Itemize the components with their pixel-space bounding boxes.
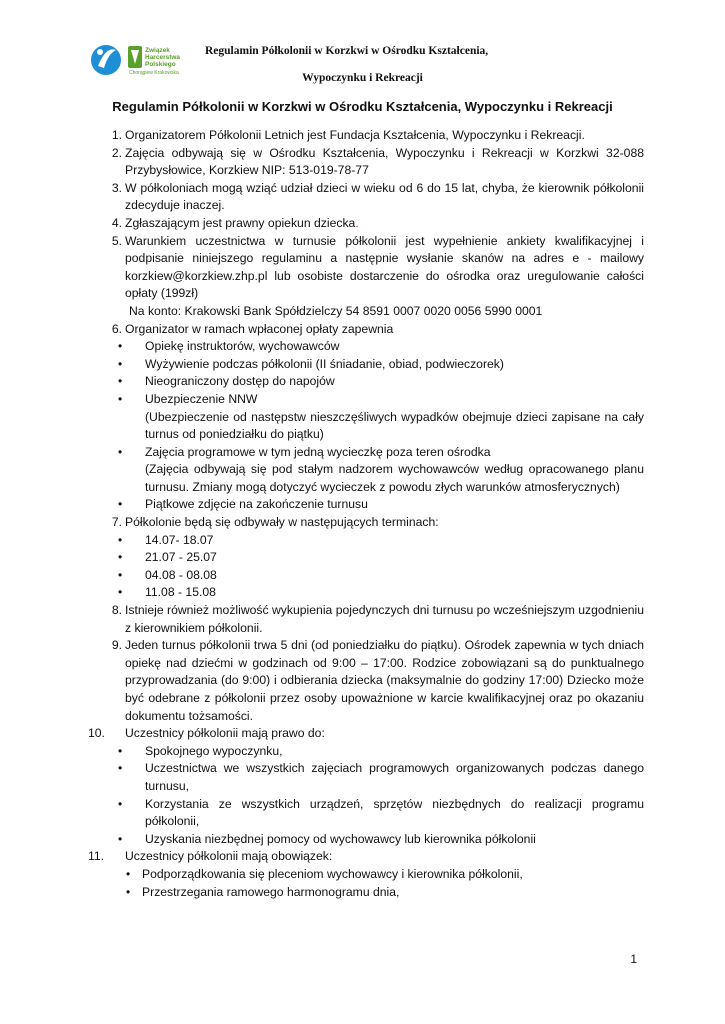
bullet-text: • Ubezpieczenie NNW [145, 391, 258, 406]
page-number: 1 [630, 952, 637, 966]
foundation-logo [91, 45, 121, 75]
item-number: 11. [88, 849, 105, 864]
bullet-item: • Uzyskania niezbędnej pomocy od wychowawcy lub kierownika półkolonii [96, 831, 644, 849]
header-subtitle: Wypoczynku i Rekreacji [302, 72, 423, 84]
item-number: 5. [111, 233, 122, 248]
duties-list [96, 866, 644, 901]
bullet-item: • Wyżywienie podczas półkolonii (II śniadanie, obiad, podwieczorek) [96, 356, 644, 374]
item-number: 6. [111, 321, 122, 336]
bullet-item: • Korzystania ze wszystkich urządzeń, sprzętów niezbędnych do realizacji programu półkolonii, [96, 796, 644, 831]
item-number: 7. [111, 515, 122, 530]
item-text: Uczestnicy półkolonii mają obowiązek: [125, 849, 333, 864]
list-item [88, 725, 644, 743]
list-item [96, 233, 644, 303]
item-number: 9. [111, 638, 122, 653]
term-date: • 04.08 - 08.08 [96, 567, 644, 585]
header-title: Regulamin Półkolonii w Korzkwi w Ośrodku Kształcenia, [205, 45, 489, 57]
item-number: 4. [111, 215, 122, 230]
item-number: 8. [111, 603, 122, 618]
rights-list [96, 743, 644, 849]
bullet-list [96, 338, 644, 514]
term-date: • 14.07- 18.07 [96, 532, 644, 550]
bullet-item: • Opiekę instruktorów, wychowawców [96, 338, 644, 356]
list-item [96, 602, 644, 637]
item-number: 10. [88, 726, 105, 741]
logo-text-3: Polskiego [145, 61, 176, 68]
item-number: 3. [111, 180, 122, 195]
list-item [96, 215, 644, 233]
item-text: Organizatorem Półkolonii Letnich jest Fundacja Kształcenia, Wypoczynku i Rekreacji. [125, 128, 585, 142]
list-item [96, 180, 644, 215]
item-number: 2. [111, 145, 122, 160]
bullet-note: (Ubezpieczenie od następstw nieszczęśliwych wypadków obejmuje dzieci zapisane na cały turnus od poniedziałku do piątku) [145, 409, 644, 442]
term-date: • 21.07 - 25.07 [96, 549, 644, 567]
document-title: Regulamin Półkolonii w Korzkwi w Ośrodku Kształcenia, Wypoczynku i Rekreacji [112, 99, 613, 114]
item-number: 1. [111, 128, 122, 142]
item-text: W półkoloniach mogą wziąć udział dzieci w wieku od 6 do 15 lat, chyba, że kierownik półkolonii zdecyduje inaczej. [125, 180, 644, 213]
list-item [96, 145, 644, 180]
bullet-item [96, 444, 644, 497]
list-item [96, 637, 644, 725]
bullet-item: • Spokojnego wypoczynku, [96, 743, 644, 761]
item-text: Jeden turnus półkolonii trwa 5 dni (od poniedziałku do piątku). Ośrodek zapewnia w tych dniach opiekę nad dziećmi w godzinach od 9:00 – 17:00. Rodzice zobowiązani są do punktualnego przyprowadzania (do 9:00) i odbierania dziecka (maksymalnie do godziny 17:00) Dziecko może być odebrane z półkolonii przez osoby upoważnione w karcie kwalifikacyjnej oraz po okazaniu dokumentu tożsamości. [125, 638, 644, 723]
bank-account: Na konto: Krakowski Bank Spółdzielczy 54 8591 0007 0020 0056 5990 0001 [129, 303, 543, 318]
item-text: Zgłaszającym jest prawny opiekun dziecka [125, 215, 356, 230]
item-text: Organizator w ramach wpłaconej opłaty zapewnia [125, 321, 394, 336]
item-text: Zajęcia odbywają się w Ośrodku Kształcenia, Wypoczynku i Rekreacji w Korzkwi 32-088 Przybysłowice, Korzkiew NIP: 513-019-78-77 [125, 145, 644, 178]
bullet-item: • Piątkowe zdjęcie na zakończenie turnusu [96, 496, 644, 514]
bullet-item: • Nieograniczony dostęp do napojów [96, 373, 644, 391]
bullet-text: • Zajęcia programowe w tym jedną wycieczkę poza teren ośrodka [145, 444, 491, 459]
list-item [96, 127, 644, 145]
bullet-item: • Uczestnictwa we wszystkich zajęciach programowych organizowanych podczas danego turnusu, [96, 760, 644, 795]
item-text-dot: . [355, 215, 359, 230]
list-item [88, 848, 644, 866]
item-text: Warunkiem uczestnictwa w turnusie półkolonii jest wypełnienie ankiety kwalifikacyjnej i podpisanie niniejszego regulaminu a następnie wysłanie skanów na adres e - mailowy korzkiew@korzkiew.zhp.pl lub osobiste dostarczenie do ośrodka oraz uregulowanie całości opłaty (199zł) [125, 233, 644, 301]
list-item [96, 514, 644, 532]
bullet-item: • Podporządkowania się pleceniom wychowawcy i kierownika półkolonii, [96, 866, 644, 884]
list-item [96, 321, 644, 339]
item-text: Istnieje również możliwość wykupienia pojedynczych dni turnusu po wcześniejszym uzgodnieniu z kierownikiem półkolonii. [125, 603, 644, 635]
term-date: • 11.08 - 15.08 [96, 584, 644, 602]
bullet-note: (Zajęcia odbywają się pod stałym nadzorem wychowawców według opracowanego planu turnusu. Zmiany mogą dotyczyć wycieczek z powodu złych warunków atmosferycznych) [145, 462, 644, 494]
item-text: Uczestnicy półkolonii mają prawo do: [125, 726, 325, 741]
term-dates-list [96, 532, 644, 602]
logo-text-1: Związek [145, 47, 170, 54]
regulations-list [88, 127, 644, 901]
item-text: Półkolonie będą się odbywały w następujących terminach: [125, 515, 439, 530]
bullet-item: • Przestrzegania ramowego harmonogramu dnia, [96, 884, 644, 902]
logo-text-2: Harcerstwa [145, 54, 181, 61]
bullet-item [96, 391, 644, 444]
logo-text-4: Chorągiew Krakowska [129, 70, 179, 76]
